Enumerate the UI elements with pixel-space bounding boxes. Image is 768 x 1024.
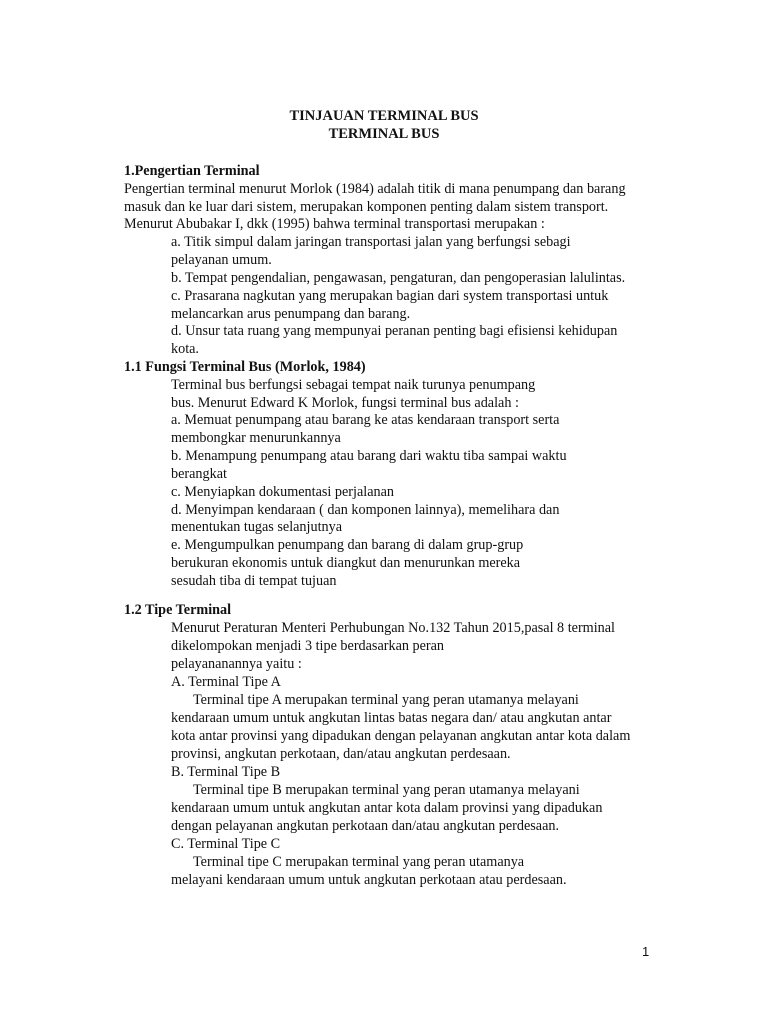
paragraph-line: melayani kendaraan umum untuk angkutan perkotaan atau perdesaan. xyxy=(171,872,567,888)
list-item: berukuran ekonomis untuk diangkut dan menurunkan mereka xyxy=(171,555,521,571)
subheading-tipe-a: A. Terminal Tipe A xyxy=(171,674,281,690)
section-heading-tipe: 1.2 Tipe Terminal xyxy=(124,602,232,618)
list-item: sesudah tiba di tempat tujuan xyxy=(171,573,337,589)
document-title: TINJAUAN TERMINAL BUS xyxy=(289,108,479,124)
paragraph-line: dikelompokan menjadi 3 tipe berdasarkan peran xyxy=(171,638,445,654)
list-item: d. Unsur tata ruang yang mempunyai peranan penting bagi efisiensi kehidupan xyxy=(171,323,618,339)
list-item: menentukan tugas selanjutnya xyxy=(171,519,342,535)
paragraph-line: masuk dan ke luar dari sistem, merupakan komponen penting dalam sistem transport. xyxy=(124,199,609,215)
paragraph-line: kendaraan umum untuk angkutan antar kota dalam provinsi yang dipadukan xyxy=(171,800,603,816)
paragraph-line: Terminal tipe C merupakan terminal yang peran utamanya xyxy=(193,854,525,870)
paragraph-line: Terminal bus berfungsi sebagai tempat naik turunya penumpang xyxy=(171,377,536,393)
paragraph-line: kendaraan umum untuk angkutan lintas batas negara dan/ atau angkutan antar xyxy=(171,710,612,726)
list-item: b. Tempat pengendalian, pengawasan, pengaturan, dan pengoperasian lalulintas. xyxy=(171,270,626,286)
list-item: b. Menampung penumpang atau barang dari waktu tiba sampai waktu xyxy=(171,448,567,464)
list-item: a. Memuat penumpang atau barang ke atas kendaraan transport serta xyxy=(171,412,560,428)
paragraph-line: dengan pelayanan angkutan perkotaan dan/atau angkutan perdesaan. xyxy=(171,818,560,834)
list-item: c. Prasarana nagkutan yang merupakan bagian dari system transportasi untuk xyxy=(171,288,609,304)
paragraph-line: Pengertian terminal menurut Morlok (1984) adalah titik di mana penumpang dan barang xyxy=(124,181,626,197)
list-item: melancarkan arus penumpang dan barang. xyxy=(171,306,411,322)
paragraph-line: kota antar provinsi yang dipadukan dengan pelayanan angkutan antar kota dalam xyxy=(171,728,631,744)
list-item: membongkar menurunkannya xyxy=(171,430,341,446)
list-item: pelayanan umum. xyxy=(171,252,272,268)
list-item: kota. xyxy=(171,341,199,357)
list-item: e. Mengumpulkan penumpang dan barang di dalam grup-grup xyxy=(171,537,524,553)
paragraph-line: Menurut Peraturan Menteri Perhubungan No.132 Tahun 2015,pasal 8 terminal xyxy=(171,620,615,636)
list-item: a. Titik simpul dalam jaringan transportasi jalan yang berfungsi sebagi xyxy=(171,234,571,250)
paragraph-line: Terminal tipe B merupakan terminal yang peran utamanya melayani xyxy=(193,782,580,798)
section-heading-fungsi: 1.1 Fungsi Terminal Bus (Morlok, 1984) xyxy=(124,359,366,375)
document-subtitle: TERMINAL BUS xyxy=(328,126,440,142)
section-heading-pengertian: 1.Pengertian Terminal xyxy=(124,163,260,179)
paragraph-line: Terminal tipe A merupakan terminal yang peran utamanya melayani xyxy=(193,692,579,708)
subheading-tipe-b: B. Terminal Tipe B xyxy=(171,764,281,780)
paragraph-line: pelayananannya yaitu : xyxy=(171,656,302,672)
page-number: 1 xyxy=(642,944,650,959)
paragraph-line: provinsi, angkutan perkotaan, dan/atau angkutan perdesaan. xyxy=(171,746,511,762)
paragraph-line: bus. Menurut Edward K Morlok, fungsi terminal bus adalah : xyxy=(171,395,519,411)
paragraph-line: Menurut Abubakar I, dkk (1995) bahwa terminal transportasi merupakan : xyxy=(124,216,545,232)
subheading-tipe-c: C. Terminal Tipe C xyxy=(171,836,281,852)
list-item: d. Menyimpan kendaraan ( dan komponen lainnya), memelihara dan xyxy=(171,502,560,518)
list-item: berangkat xyxy=(171,466,227,482)
list-item: c. Menyiapkan dokumentasi perjalanan xyxy=(171,484,394,500)
